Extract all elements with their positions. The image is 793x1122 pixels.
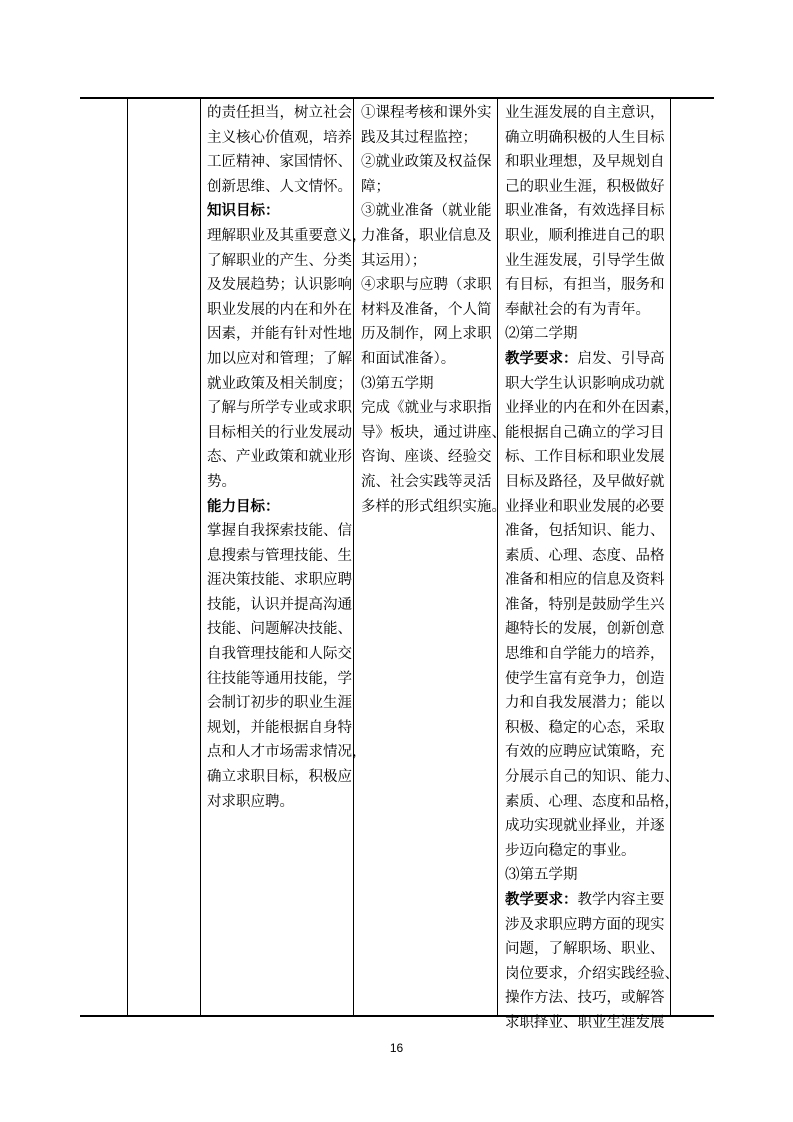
text-segment: 操作方法、技巧，或解答 <box>505 990 665 1007</box>
text-line: 掌握自我探索技能、信 <box>207 523 352 540</box>
text-line <box>505 839 667 864</box>
text-line <box>505 199 667 224</box>
text-line <box>505 667 667 692</box>
text-line: 会制订初步的职业生涯 <box>207 695 352 712</box>
text-line <box>505 445 667 470</box>
text-segment: 启发、引导高 <box>577 350 665 367</box>
text-line <box>505 175 667 200</box>
text-segment: 确立明确积极的人生目标 <box>505 129 665 146</box>
text-line: 因素，并能有针对性地 <box>207 326 352 343</box>
text-segment: 业择业和职业发展的必要 <box>505 498 665 515</box>
text-segment: 步迈向稳定的事业。 <box>505 842 636 859</box>
text-segment: 职大学生认识影响成功就 <box>505 375 665 392</box>
text-line: 确立求职目标，积极应 <box>207 769 352 786</box>
text-line <box>505 814 667 839</box>
text-line <box>505 544 667 569</box>
text-line: 对求职应聘。 <box>207 793 294 810</box>
text-line: 障； <box>361 178 390 195</box>
text-line: 了解职业的产生、分类 <box>207 252 352 269</box>
text-line: 流、社会实践等灵活 <box>361 473 492 490</box>
text-line: 涯决策技能、求职应聘 <box>207 572 352 589</box>
text-line: 和面试准备）。 <box>361 350 456 367</box>
text-line: 势。 <box>207 473 236 490</box>
text-line: 点和人才市场需求情况， <box>207 744 367 761</box>
text-line <box>505 962 679 987</box>
text-line <box>505 888 667 913</box>
text-segment: 问题，了解职场、职业、 <box>505 941 665 958</box>
text-line <box>505 273 667 298</box>
text-line: 多样的形式组织实施。 <box>361 498 506 515</box>
text-line: 目标相关的行业发展动 <box>207 424 352 441</box>
text-line <box>505 790 679 815</box>
text-line <box>505 249 667 274</box>
text-line <box>505 691 667 716</box>
page-number: 16 <box>389 1041 404 1055</box>
text-line <box>505 101 667 126</box>
text-segment: 教学内容主要 <box>577 892 665 908</box>
text-line: 咨询、座谈、经验交 <box>361 449 492 466</box>
text-segment: 力和自我发展潜力；能以 <box>505 695 665 712</box>
text-line: 的责任担当，树立社会 <box>207 105 352 121</box>
text-segment: 职业，顺利推进自己的职 <box>505 227 665 244</box>
text-line <box>505 421 667 446</box>
text-line <box>505 716 667 741</box>
section-heading: 知识目标： <box>207 202 280 220</box>
text-line: 就业政策及相关制度； <box>207 375 352 392</box>
text-segment: 职业准备，有效选择目标 <box>505 203 665 220</box>
text-line <box>505 322 667 347</box>
text-line: 息搜索与管理技能、生 <box>207 547 352 564</box>
text-line: 创新思维、人文情怀。 <box>207 178 352 195</box>
text-line <box>505 765 679 790</box>
text-line: ①课程考核和课外实 <box>361 105 492 121</box>
text-segment: 奉献社会的有为青年。 <box>505 301 650 318</box>
text-line: ⑶第五学期 <box>361 375 434 392</box>
text-segment: 分展示自己的知识、能力、 <box>505 769 679 786</box>
text-segment: 准备，特别是鼓励学生兴 <box>505 596 665 613</box>
text-segment: 使学生富有竞争力，创造 <box>505 670 665 687</box>
text-line: ④求职与应聘（求职 <box>361 277 492 294</box>
text-line <box>505 937 667 962</box>
text-segment: 素质、心理、态度、品格 <box>505 547 665 564</box>
text-segment: 求职择业、职业生涯发展 <box>505 1014 665 1031</box>
text-line <box>505 470 667 495</box>
text-line: 技能，认识并提高沟通 <box>207 596 352 613</box>
text-line: 技能、问题解决技能、 <box>207 621 352 638</box>
text-line: 规划，并能根据自身特 <box>207 719 352 736</box>
text-line <box>505 568 667 593</box>
text-line <box>505 519 667 544</box>
text-line: 态、产业政策和就业形 <box>207 449 352 466</box>
requirement-label: 教学要求： <box>505 891 578 908</box>
text-segment: 业择业的内在和外在因素， <box>505 400 679 417</box>
text-segment: ⑶第五学期 <box>505 867 578 884</box>
text-line <box>505 347 667 372</box>
text-line <box>505 986 667 1011</box>
text-line <box>505 224 667 249</box>
text-segment: 准备和相应的信息及资料 <box>505 572 665 589</box>
text-segment: 有效的应聘应试策略，充 <box>505 744 665 761</box>
column-divider <box>670 99 671 1015</box>
text-line: 力准备，职业信息及 <box>361 227 492 244</box>
text-line: 理解职业及其重要意义， <box>207 227 367 244</box>
course-table <box>80 97 714 1031</box>
text-segment: 涉及求职应聘方面的现实 <box>505 916 665 933</box>
text-line: 往技能等通用技能，学 <box>207 670 352 687</box>
text-line <box>505 863 667 888</box>
text-line <box>505 617 667 642</box>
text-segment: 业生涯发展，引导学生做 <box>505 252 665 269</box>
text-line: 加以应对和管理；了解 <box>207 350 352 367</box>
text-line: ③就业准备（就业能 <box>361 203 492 220</box>
text-line: 践及其过程监控； <box>361 129 477 146</box>
text-line <box>505 593 667 618</box>
text-line <box>505 495 667 520</box>
text-line: 了解与所学专业或求职 <box>207 400 352 417</box>
teaching-requirements-cell <box>505 101 679 1036</box>
text-segment: 能根据自己确立的学习目 <box>505 424 665 441</box>
text-line: 材料及准备，个人简 <box>361 301 492 318</box>
text-segment: 业生涯发展的自主意识， <box>505 105 665 121</box>
text-segment: 素质、心理、态度和品格， <box>505 793 679 810</box>
text-line: 工匠精神、家国情怀、 <box>207 154 352 171</box>
text-segment: 己的职业生涯，积极做好 <box>505 178 665 195</box>
text-segment: 标、工作目标和职业发展 <box>505 449 665 466</box>
column-divider <box>200 99 201 1015</box>
text-line <box>505 642 667 667</box>
text-line: 自我管理技能和人际交 <box>207 646 352 663</box>
text-segment: 思维和自学能力的培养， <box>505 646 665 663</box>
text-line: ②就业政策及权益保 <box>361 154 492 171</box>
text-segment: 准备，包括知识、能力、 <box>505 523 665 540</box>
text-line <box>505 372 667 397</box>
text-line: 主义核心价值观，培养 <box>207 129 352 146</box>
text-line <box>505 913 667 938</box>
text-segment: 岗位要求，介绍实践经验、 <box>505 965 679 982</box>
text-line: 历及制作，网上求职 <box>361 326 492 343</box>
column-divider <box>127 99 128 1015</box>
text-segment: ⑵第二学期 <box>505 326 578 343</box>
text-line <box>505 126 667 151</box>
text-line <box>505 1011 667 1036</box>
course-goals-cell <box>207 101 367 814</box>
text-line: 导》板块，通过讲座、 <box>361 424 506 441</box>
text-segment: 有目标，有担当，服务和 <box>505 277 665 294</box>
text-segment: 和职业理想，及早规划自 <box>505 154 665 171</box>
text-line: 及发展趋势；认识影响 <box>207 277 352 294</box>
text-line: 职业发展的内在和外在 <box>207 301 352 318</box>
text-line <box>505 740 667 765</box>
text-line: 完成《就业与求职指 <box>361 400 492 417</box>
text-segment: 成功实现就业择业，并逐 <box>505 818 665 835</box>
requirement-label: 教学要求： <box>505 349 578 367</box>
text-segment: 积极、稳定的心态，采取 <box>505 719 665 736</box>
text-line <box>505 298 667 323</box>
text-line: 其运用）； <box>361 252 427 269</box>
text-line <box>505 150 667 175</box>
text-segment: 目标及路径，及早做好就 <box>505 473 665 490</box>
course-content-cell <box>361 101 506 519</box>
text-segment: 趣特长的发展，创新创意 <box>505 621 665 638</box>
text-line <box>505 396 679 421</box>
column-divider <box>497 99 498 1015</box>
section-heading: 能力目标： <box>207 497 280 515</box>
